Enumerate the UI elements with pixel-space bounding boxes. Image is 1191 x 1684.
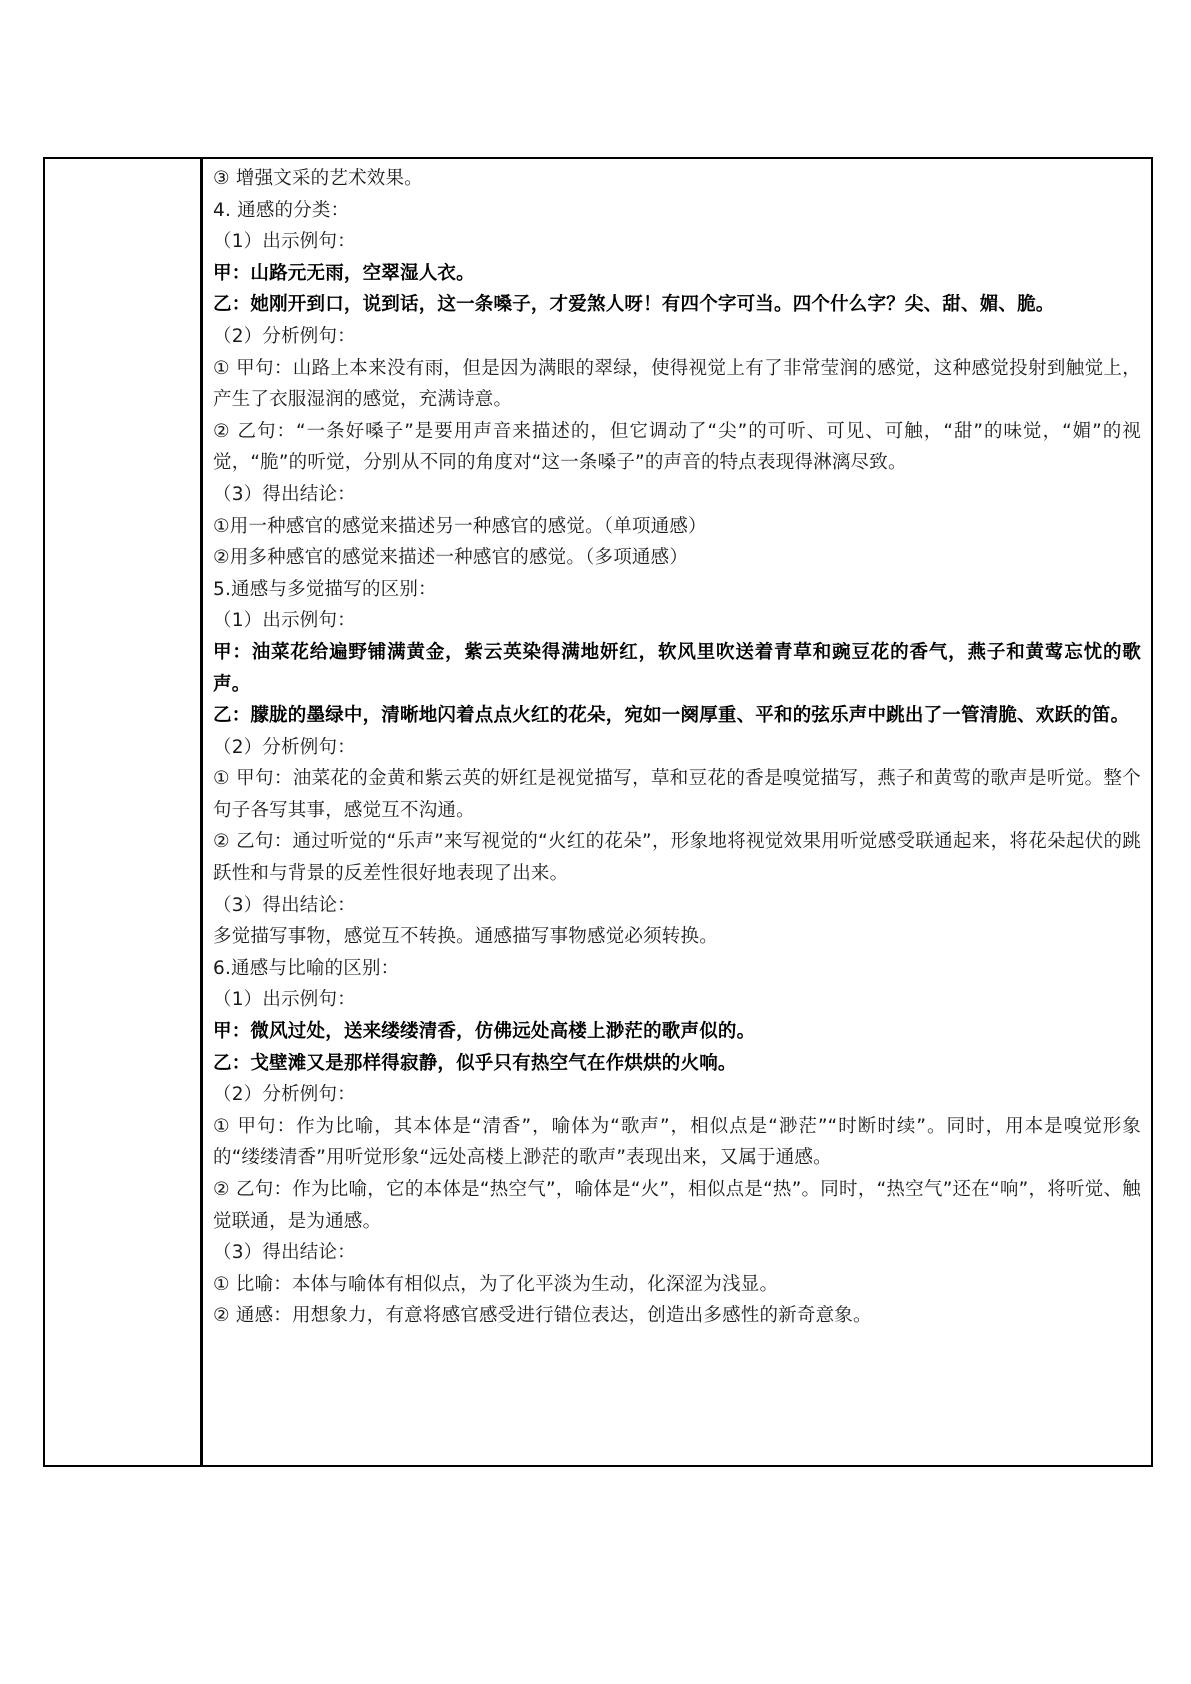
section-heading: 4. 通感的分类： [213,199,350,221]
left-column-cell [44,158,202,1466]
table-row [44,158,1152,1466]
section-heading: 5.通感与多觉描写的区别： [213,578,437,600]
sub-heading: （2）分析例句： [213,325,356,347]
analysis-text: ② 乙句：作为比喻，它的本体是“热空气”，喻体是“火”，相似点是“热”。同时，“热空气”还在“响”，将听觉、触觉联通，是为通感。 [213,1179,1141,1232]
conclusion-text: ①用一种感官的感觉来描述另一种感官的感觉。（单项通感） [213,515,707,537]
analysis-text: ① 甲句：山路上本来没有雨，但是因为满眼的翠绿，使得视觉上有了非常莹润的感觉，这种感觉投射到触觉上，产生了衣服湿润的感觉，充满诗意。 [213,357,1141,411]
content-table [43,157,1153,1467]
conclusion-text: ① 比喻：本体与喻体有相似点，为了化平淡为生动，化深涩为浅显。 [213,1273,779,1295]
conclusion-text: 多觉描写事物，感觉互不转换。通感描写事物感觉必须转换。 [213,926,718,948]
example-sentence: 甲：油菜花给遍野铺满黄金，紫云英染得满地妍红，软风里吹送着青草和豌豆花的香气，燕子和黄莺忘忧的歌声。 [213,641,1141,695]
analysis-text: ① 甲句：作为比喻，其本体是“清香”，喻体为“歌声”，相似点是“渺茫”“时断时续”。同时，用本是嗅觉形象的“缕缕清香”用听觉形象“远处高楼上渺茫的歌声”表现出来，又属于通感。 [213,1115,1141,1169]
sub-heading: （1）出示例句： [213,610,356,632]
text-line: ③ 增强文采的艺术效果。 [213,168,423,189]
example-sentence: 乙：朦胧的墨绿中，清晰地闪着点点火红的花朵，宛如一阕厚重、平和的弦乐声中跳出了一管清脆、欢跃的笛。 [213,705,1130,727]
right-column-cell [202,158,1153,1466]
sub-heading: （2）分析例句： [213,1084,356,1106]
sub-heading: （3）得出结论： [213,1242,356,1264]
sub-heading: （3）得出结论： [213,894,356,916]
content-body [213,163,1141,1332]
conclusion-text: ②用多种感官的感觉来描述一种感官的感觉。（多项通感） [213,547,689,569]
example-sentence: 甲：山路元无雨，空翠湿人衣。 [213,262,475,284]
sub-heading: （2）分析例句： [213,736,356,758]
analysis-text: ② 乙句：通过听觉的“乐声”来写视觉的“火红的花朵”，形象地将视觉效果用听觉感受联通起来，将花朵起伏的跳跃性和与背景的反差性很好地表现了出来。 [213,831,1141,885]
sub-heading: （3）得出结论： [213,483,356,505]
section-heading: 6.通感与比喻的区别： [213,957,400,979]
analysis-text: ① 甲句：油菜花的金黄和紫云英的妍红是视觉描写，草和豆花的香是嗅觉描写，燕子和黄莺的歌声是听觉。整个句子各写其事，感觉互不沟通。 [213,768,1141,821]
sub-heading: （1）出示例句： [213,989,356,1011]
example-sentence: 甲：微风过处，送来缕缕清香，仿佛远处高楼上渺茫的歌声似的。 [213,1021,756,1043]
example-sentence: 乙：她刚开到口，说到话，这一条嗓子，才爱煞人呀！有四个字可当。四个什么字？尖、甜、媚、脆。 [213,294,1055,316]
analysis-text: ② 乙句：“一条好嗓子”是要用声音来描述的，但它调动了“尖”的可听、可见、可触，“甜”的味觉，“媚”的视觉，“脆”的听觉，分别从不同的角度对“这一条嗓子”的声音的特点表现得淋漓尽致。 [213,420,1141,474]
example-sentence: 乙：戈壁滩又是那样得寂静，似乎只有热空气在作烘烘的火响。 [213,1052,737,1074]
sub-heading: （1）出示例句： [213,231,356,253]
conclusion-text: ② 通感：用想象力，有意将感官感受进行错位表达，创造出多感性的新奇意象。 [213,1305,872,1327]
